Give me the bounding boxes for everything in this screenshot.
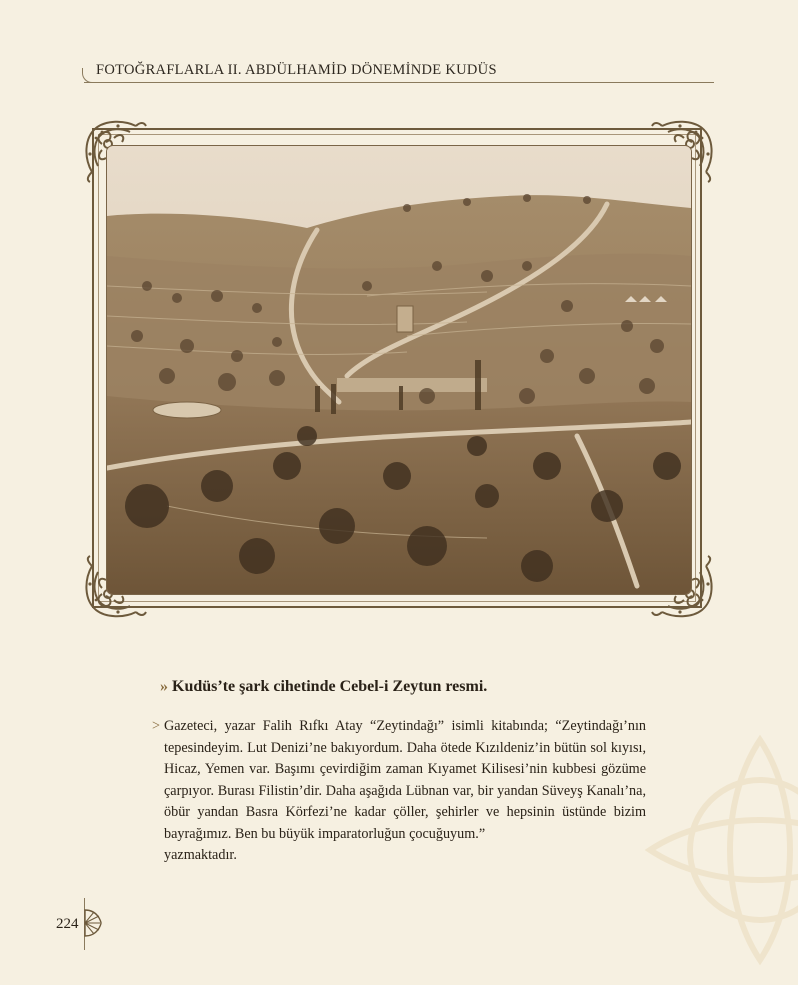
body-paragraph: [152, 716, 646, 867]
running-title: FOTOĞRAFLARLA II. ABDÜLHAMİD DÖNEMİNDE KUDÜS: [96, 62, 497, 78]
figure-caption: [160, 678, 487, 696]
paragraph-tail: yazmaktadır.: [164, 847, 237, 863]
shell-ornament-icon: [84, 908, 102, 938]
caption-text: Kudüs’te şark cihetinde Cebel-i Zeytun resmi.: [172, 678, 488, 695]
header-flourish: [82, 68, 95, 83]
paragraph-marker: >: [152, 718, 161, 734]
page-number: 224: [56, 916, 79, 932]
caption-marker: »: [160, 678, 168, 695]
quote-paragraph: Gazeteci, yazar Falih Rıfkı Atay “Zeytindağı” isimli kitabında; “Zeytindağı’nın tepesindeyim. Lut Denizi’ne bakıyordum. Daha ötede Kızıldeniz’in bütün sol kıyısı, Hicaz, Yemen var. Başımı çevirdiğim zaman Kıyamet Kilisesi’nin kubbesi gözüme çarpıyor. Burası Filistin’dir. Daha aşağıda Lübnan var, bir yandan Süveyş Kanalı’na, öbür yandan Basra Körfezi’ne kadar çöller, şehirler ve hepsinin üstünde bizim bayrağımız. Ben bu büyük imparatorluğun çocuğuyum.”: [164, 718, 646, 842]
header-rule: [84, 82, 714, 83]
running-header: [84, 62, 714, 86]
arabesque-watermark-icon: [630, 700, 798, 980]
historical-photograph: [107, 146, 691, 594]
